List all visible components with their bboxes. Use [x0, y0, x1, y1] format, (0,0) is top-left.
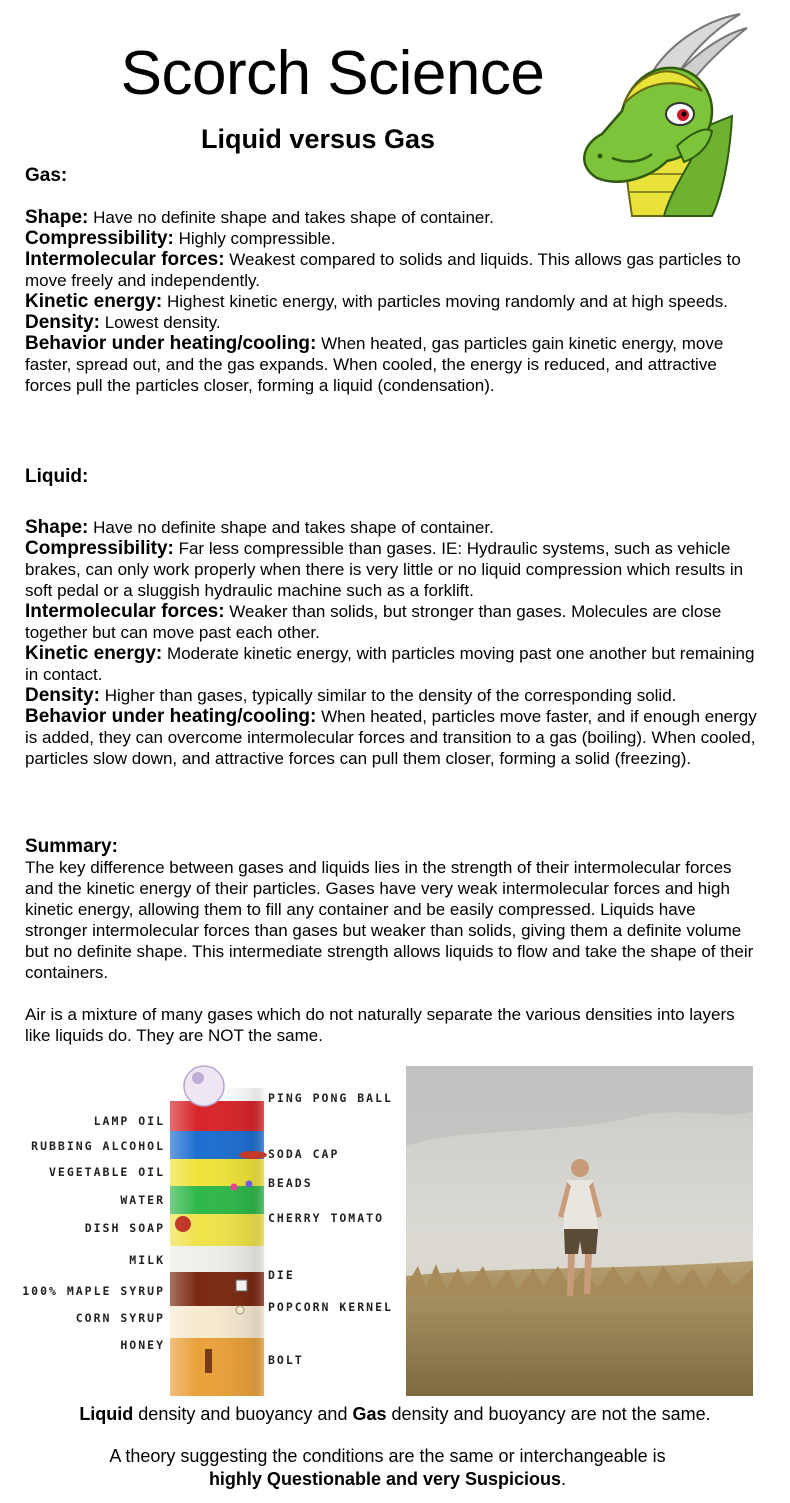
term-description: Have no definite shape and takes shape of container. — [88, 208, 494, 227]
gas-shape-row — [25, 207, 760, 228]
gas-kinetic-row — [25, 291, 760, 312]
summary-text: The key difference between gases and liquids lies in the strength of their intermolecular forces and the kinetic energy of their particles. Gases have very weak intermolecular forces and high kinetic energy, allowing them to fill any container and be easily compressed. Liquids have stronger intermolecular forces than gases but weaker than solids, giving them a definite volume but no definite shape. This intermediate strength allows liquids to flow and take the shape of their containers. — [25, 858, 754, 982]
term-description: When heated, particles move faster, and if enough energy is added, they can overcome intermolecular forces and transition to a gas (boiling). When cooled, particles slow down, and attractive forces can pull them closer, forming a solid (freezing). — [25, 707, 757, 768]
liquid-kinetic-row — [25, 643, 760, 685]
term-label: Kinetic energy: — [25, 291, 163, 312]
gas-intermolecular-row — [25, 249, 760, 291]
term-label: Kinetic energy: — [25, 643, 163, 664]
term-description: Highest kinetic energy, with particles moving randomly and at high speeds. — [162, 292, 728, 311]
bolt — [205, 1349, 212, 1373]
closing-note — [0, 1445, 775, 1491]
liquid-behavior-row — [25, 706, 760, 769]
term-description: Have no definite shape and takes shape of container. — [88, 518, 494, 537]
term-description: Far less compressible than gases. IE: Hydraulic systems, such as vehicle brakes, can only work properly when there is very little or no liquid compression which results in soft pedal or a sluggish hydraulic machine such as a forklift. — [25, 539, 744, 600]
liquid-heading: Liquid: — [25, 466, 89, 487]
soda-cap — [239, 1151, 267, 1159]
gas-properties — [25, 207, 760, 396]
liquid-intermolecular-row — [25, 601, 760, 643]
term-label: Compressibility: — [25, 538, 174, 559]
object-label: CHERRY TOMATO — [268, 1211, 385, 1225]
object-label: BOLT — [268, 1353, 304, 1367]
object-label: DIE — [268, 1268, 295, 1282]
caption-liquid-word: Liquid — [79, 1404, 134, 1424]
liquid-shape-row — [25, 517, 760, 538]
popcorn-kernel — [236, 1306, 244, 1314]
die — [236, 1280, 247, 1291]
liquid-properties — [25, 517, 760, 769]
liquid-layer-label: 100% MAPLE SYRUP — [22, 1284, 165, 1298]
liquid-layer-label: RUBBING ALCOHOL — [31, 1139, 165, 1153]
caption-gas-word: Gas — [352, 1404, 387, 1424]
term-label: Intermolecular forces: — [25, 601, 225, 622]
closing-note-line2 — [0, 1468, 775, 1491]
figure-caption — [0, 1402, 790, 1426]
closing-note-emphasis: highly Questionable and very Suspicious — [208, 1469, 562, 1489]
term-label: Shape: — [25, 207, 89, 228]
liquid-layer-label: HONEY — [120, 1338, 165, 1352]
liquid-layer-label: MILK — [129, 1253, 165, 1267]
bead — [231, 1184, 238, 1191]
object-label: POPCORN KERNEL — [268, 1300, 393, 1314]
gas-heading: Gas: — [25, 165, 68, 186]
liquid-density-row — [25, 685, 760, 706]
term-description: Weaker than solids, but stronger than gases. Molecules are close together but can move past each other. — [25, 602, 722, 642]
term-description: When heated, gas particles gain kinetic energy, move faster, spread out, and the gas expands. When cooled, the energy is reduced, and attractive forces pull the particles closer, forming a liquid (condensation). — [25, 334, 724, 395]
object-label: SODA CAP — [268, 1147, 340, 1161]
term-label: Density: — [25, 685, 100, 706]
liquid-layer-label: VEGETABLE OIL — [48, 1165, 165, 1179]
liquid-layer-label: LAMP OIL — [93, 1114, 165, 1128]
term-description: Highly compressible. — [173, 229, 336, 248]
caption-middle: density and buoyancy and — [133, 1404, 353, 1424]
cherry-tomato — [175, 1216, 191, 1232]
page-title: Scorch Science — [120, 39, 545, 108]
ball-highlight — [192, 1072, 204, 1084]
gas-density-row — [25, 312, 760, 333]
ping-pong-ball — [184, 1066, 224, 1106]
closing-note-line1: A theory suggesting the conditions are the same or interchangeable is — [109, 1446, 666, 1466]
term-description: Moderate kinetic energy, with particles moving past one another but remaining in contact. — [25, 644, 755, 684]
term-description: Weakest compared to solids and liquids. This allows gas particles to move freely and independently. — [25, 250, 741, 290]
closing-note-period: . — [561, 1469, 567, 1489]
caption-end: density and buoyancy are not the same. — [386, 1404, 711, 1424]
page-subtitle: Liquid versus Gas — [200, 124, 436, 154]
term-label: Compressibility: — [25, 228, 174, 249]
term-label: Intermolecular forces: — [25, 249, 225, 270]
liquid-layer-label: WATER — [120, 1193, 165, 1207]
gas-compressibility-row — [25, 228, 760, 249]
term-label: Density: — [25, 312, 100, 333]
term-label: Shape: — [25, 517, 89, 538]
term-label: Behavior under heating/cooling: — [25, 706, 317, 727]
term-description: Higher than gases, typically similar to the density of the corresponding solid. — [99, 686, 677, 705]
term-description: Lowest density. — [99, 313, 221, 332]
object-label: BEADS — [268, 1176, 313, 1190]
liquid-layer-label: DISH SOAP — [84, 1221, 165, 1235]
glass-cylinder — [168, 1088, 266, 1396]
object-label: PING PONG BALL — [268, 1091, 393, 1105]
liquid-layer-label: CORN SYRUP — [75, 1311, 165, 1325]
term-label: Behavior under heating/cooling: — [25, 333, 317, 354]
liquid-compressibility-row — [25, 538, 760, 601]
summary-heading: Summary: — [25, 836, 118, 857]
gas-behavior-row — [25, 333, 760, 396]
density-comparison-figure — [22, 1066, 753, 1396]
bead — [246, 1181, 253, 1188]
air-note: Air is a mixture of many gases which do not naturally separate the various densities into layers like liquids do. They are NOT the same. — [25, 1005, 735, 1045]
